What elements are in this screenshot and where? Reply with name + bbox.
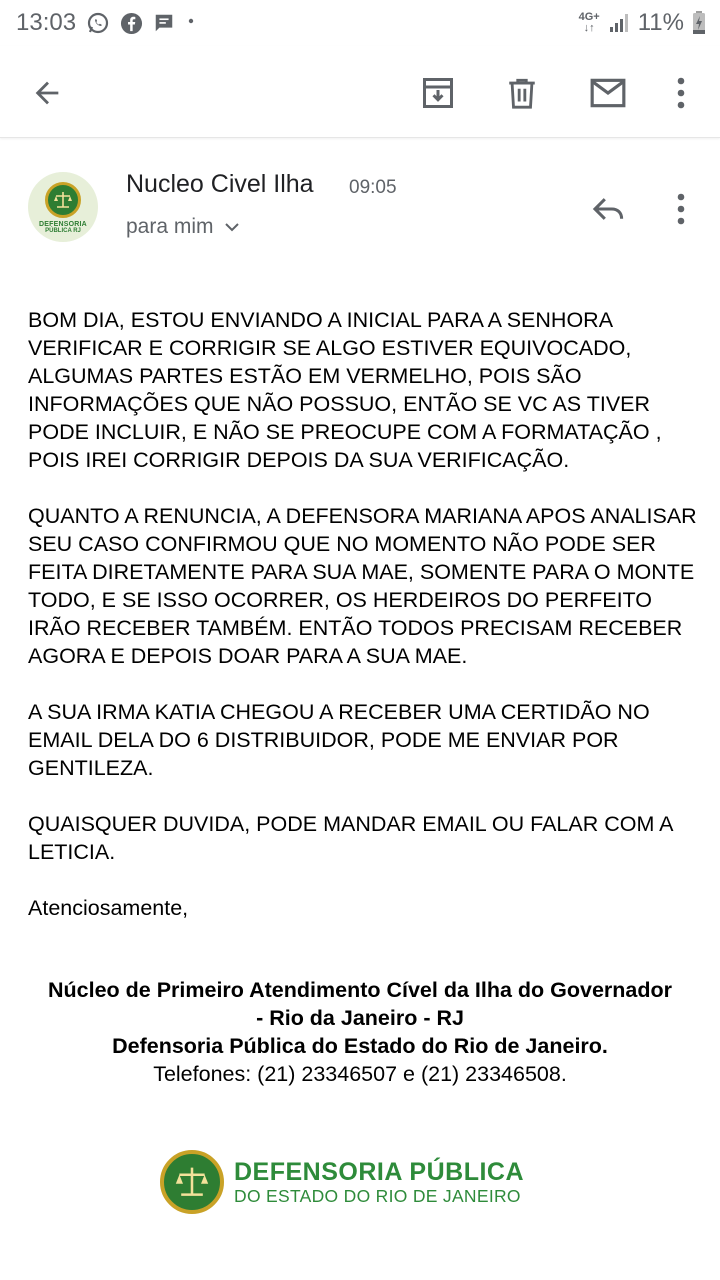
body-paragraph-4: QUAISQUER DUVIDA, PODE MANDAR EMAIL OU FALAR COM A LETICIA. <box>28 812 673 864</box>
status-time: 13:03 <box>16 9 77 36</box>
recipient-label: para mim <box>126 215 214 238</box>
recipient-details-toggle[interactable] <box>126 215 240 239</box>
logo-text <box>234 1158 524 1206</box>
message-more-button[interactable] <box>658 186 704 232</box>
more-vert-icon <box>676 76 686 110</box>
signature-line-3: Defensoria Pública do Estado do Rio de Janeiro. <box>112 1034 608 1058</box>
more-options-button[interactable] <box>658 70 704 116</box>
chevron-down-icon <box>224 222 240 232</box>
closing-text: Atenciosamente, <box>28 896 189 920</box>
more-vert-icon <box>676 192 686 226</box>
body-paragraph-2: QUANTO A RENUNCIA, A DEFENSORA MARIANA APOS ANALISAR SEU CASO CONFIRMOU QUE NO MOMENTO NÃO PODE SER FEITA DIRETAMENTE PARA SUA MAE, SOMENTE PARA O MONTE TODO, E SE ISSO OCORRER, OS HERDEIROS DO PERFEITO IRÃO RECEBER TAMBÉM. ENTÃO TODOS PRECISAM RECEBER AGORA E DEPOIS DOAR PARA A SUA MAE. <box>28 504 697 668</box>
battery-charging-icon <box>692 11 706 35</box>
back-arrow-icon <box>30 76 64 110</box>
message-time: 09:05 <box>349 177 397 198</box>
avatar[interactable] <box>28 172 98 242</box>
defensoria-logo <box>160 1150 524 1214</box>
signature-line-2: - Rio da Janeiro - RJ <box>256 1006 464 1030</box>
status-left <box>16 9 197 37</box>
archive-icon <box>420 75 456 111</box>
reply-icon <box>592 195 626 223</box>
back-button[interactable] <box>24 70 70 116</box>
facebook-icon <box>120 12 143 35</box>
message-header <box>0 160 720 270</box>
archive-button[interactable] <box>415 70 461 116</box>
body-paragraph-3: A SUA IRMA KATIA CHEGOU A RECEBER UMA CERTIDÃO NO EMAIL DELA DO 6 DISTRIBUIDOR, PODE ME ENVIAR POR GENTILEZA. <box>28 700 650 780</box>
dot-icon <box>185 17 197 29</box>
logo-subtitle: DO ESTADO DO RIO DE JANEIRO <box>234 1186 521 1206</box>
signal-icon <box>608 12 630 34</box>
status-bar <box>0 0 720 46</box>
body-paragraph-1: BOM DIA, ESTOU ENVIANDO A INICIAL PARA A SENHORA VERIFICAR E CORRIGIR SE ALGO ESTIVER EQUIVOCADO, ALGUMAS PARTES ESTÃO EM VERMELHO, POIS SÃO INFORMAÇÕES QUE NÃO POSSUO, ENTÃO SE VC AS TIVER PODE INCLUIR, E NÃO SE PREOCUPE COM A FORMATAÇÃO , POIS IREI CORRIGIR DEPOIS DA SUA VERIFICAÇÃO. <box>28 308 662 472</box>
reply-button[interactable] <box>586 186 632 232</box>
avatar-seal-icon <box>45 182 81 218</box>
battery-percent: 11% <box>637 9 684 36</box>
signature <box>0 976 720 1088</box>
chat-icon <box>153 12 175 34</box>
sender-name[interactable]: Nucleo Civel Ilha <box>126 170 314 198</box>
avatar-text-line1: DEFENSORIA <box>39 221 87 228</box>
avatar-text-line2: PÚBLICA RJ <box>45 228 81 234</box>
delete-button[interactable] <box>499 70 545 116</box>
trash-icon <box>505 75 539 111</box>
logo-title: DEFENSORIA PÚBLICA <box>234 1158 525 1186</box>
status-right <box>579 9 706 37</box>
whatsapp-icon <box>86 11 110 35</box>
mark-unread-button[interactable] <box>585 70 631 116</box>
message-body <box>28 306 698 950</box>
signature-line-1: Núcleo de Primeiro Atendimento Cível da Ilha do Governador <box>47 978 672 1002</box>
seal-icon <box>160 1150 224 1214</box>
signature-phones: Telefones: (21) 23346507 e (21) 23346508. <box>153 1062 567 1086</box>
mail-icon <box>589 77 627 109</box>
app-bar <box>0 46 720 138</box>
network-type: 4G+ ↓↑ <box>578 11 600 34</box>
